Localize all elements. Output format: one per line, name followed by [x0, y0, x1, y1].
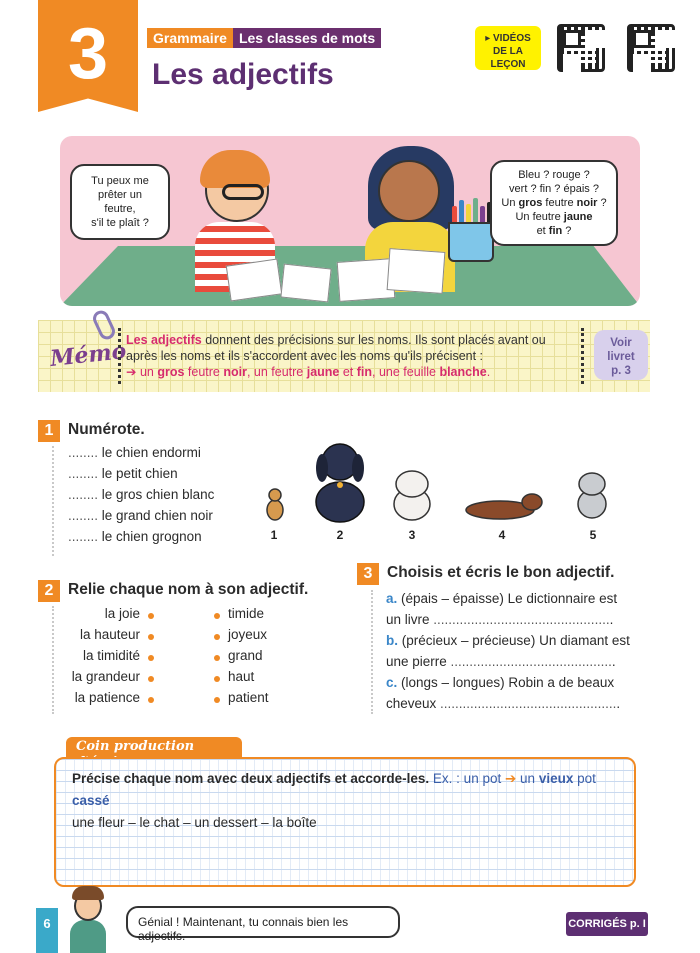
breadcrumb: [147, 28, 381, 48]
exercise-title: Choisis et écris le bon adjectif.: [387, 564, 615, 581]
qr-code-icon[interactable]: [627, 24, 675, 72]
boy-glasses: [222, 184, 264, 200]
illustration-scene: [60, 136, 640, 306]
drawing-paper: [387, 248, 446, 294]
exercise-title: Numérote.: [68, 421, 145, 438]
video-label-line1: ▸ VIDÉOS: [485, 33, 531, 44]
speech-bubble-left: [70, 164, 170, 240]
dog-label: 5: [589, 528, 597, 542]
exercise-3-item-b[interactable]: b. (précieux – précieuse) Un diamant est une pierre ............................................: [386, 633, 630, 669]
list-item: ........ le grand chien noir: [68, 508, 213, 523]
speech-bubble-right: [490, 160, 618, 246]
voir-livret-badge[interactable]: Voir livret p. 3: [594, 330, 648, 380]
bubble-left-line: Tu peux me: [91, 175, 149, 187]
list-item: ........ le chien grognon: [68, 529, 202, 544]
link-dot[interactable]: [148, 613, 154, 619]
link-dot[interactable]: [214, 634, 220, 640]
bubble-right-line: Un feutre jaune: [515, 211, 593, 223]
production-tab: Coin production: [66, 737, 242, 757]
qr-code-icon[interactable]: [557, 24, 605, 72]
noun-item: la joie: [104, 606, 140, 621]
boy-mascot-body: [70, 920, 106, 953]
drawing-paper: [226, 259, 283, 302]
adjective-item: joyeux: [228, 627, 268, 642]
bubble-left-line: prêter un feutre,: [97, 189, 143, 215]
noun-item: la timidité: [82, 648, 140, 663]
memo-text: Les adjectifs donnent des précisions sur les noms. Ils sont placés avant ou après les noms et ils s'accordent avec les noms qu'ils précisent : ➔ un gros feutre noir, un feutre jaune et fin, une feuille blanche.: [126, 333, 546, 379]
category-label: Grammaire: [147, 28, 233, 48]
corriges-link[interactable]: CORRIGÉS p. I: [566, 912, 648, 936]
exercise-margin-line: [52, 446, 54, 556]
dog-label: 1: [270, 528, 278, 542]
link-dot[interactable]: [148, 634, 154, 640]
small-dog-icon: [267, 489, 283, 520]
bubble-right-line: et fin ?: [536, 225, 572, 237]
link-dot[interactable]: [148, 655, 154, 661]
noun-item: la grandeur: [71, 669, 140, 684]
big-black-dog-icon: [316, 444, 364, 522]
exercise-title: Relie chaque nom à son adjectif.: [68, 581, 309, 598]
dog-label: 4: [498, 528, 506, 542]
bubble-right-line: Un gros feutre noir ?: [501, 197, 607, 209]
lesson-number: 3: [67, 14, 109, 94]
page-title: Les adjectifs: [152, 58, 334, 91]
video-label-line2: DE LA LEÇON: [490, 46, 526, 70]
grumpy-dog-icon: [578, 473, 606, 518]
footer-speech-bubble: Génial ! Maintenant, tu connais bien les adjectifs.: [126, 906, 400, 938]
list-item: ........ le petit chien: [68, 466, 178, 481]
dog-label: 3: [408, 528, 416, 542]
link-dot[interactable]: [148, 676, 154, 682]
subcategory-label: Les classes de mots: [233, 28, 381, 48]
exercise-number: 3: [357, 563, 379, 585]
adjective-item: patient: [228, 690, 269, 705]
list-item: ........ le gros chien blanc: [68, 487, 215, 502]
paperclip-icon: [90, 308, 117, 342]
girl-head: [378, 160, 440, 222]
adjective-item: grand: [228, 648, 263, 663]
production-text: Précise chaque nom avec deux adjectifs et accorde-les. Ex. : un pot ➔ un vieux pot cassé une fleur – le chat – un dessert – la boîte: [72, 771, 596, 830]
bubble-left-line: s'il te plaît ?: [91, 217, 149, 229]
list-item: ........ le chien endormi: [68, 445, 201, 460]
exercise-3-item-c[interactable]: c. (longs – longues) Robin a de beaux cheveux ................................................: [386, 675, 621, 711]
bubble-right-line: vert ? fin ? épais ?: [509, 183, 599, 195]
white-dog-icon: [394, 471, 430, 520]
link-dot[interactable]: [214, 676, 220, 682]
noun-item: la patience: [74, 690, 140, 705]
noun-item: la hauteur: [79, 627, 140, 642]
boy-mascot-hair: [72, 886, 104, 900]
exercise-margin-line: [371, 590, 373, 714]
drawing-paper: [280, 264, 331, 303]
exercise-number: 2: [38, 580, 60, 602]
dog-label: 2: [336, 528, 344, 542]
bubble-right-line: Bleu ? rouge ?: [518, 169, 590, 181]
video-link[interactable]: [475, 26, 541, 70]
sleeping-dog-icon: [466, 494, 542, 519]
link-dot[interactable]: [214, 697, 220, 703]
link-dot[interactable]: [214, 613, 220, 619]
exercise-3-item-a[interactable]: a. (épais – épaisse) Le dictionnaire est un livre ................................................: [386, 591, 618, 627]
memo-title: Mémo: [48, 338, 128, 372]
exercise-number: 1: [38, 420, 60, 442]
boy-hair: [200, 150, 270, 188]
pencil-pot: [448, 222, 494, 262]
link-dot[interactable]: [214, 655, 220, 661]
memo-divider: [118, 328, 121, 384]
dogs-illustration: [260, 440, 620, 525]
adjective-item: haut: [228, 669, 255, 684]
adjective-item: timide: [228, 606, 265, 621]
page-number: 6: [36, 908, 58, 953]
memo-divider: [581, 328, 584, 384]
memo-box: [38, 320, 650, 392]
link-dot[interactable]: [148, 697, 154, 703]
